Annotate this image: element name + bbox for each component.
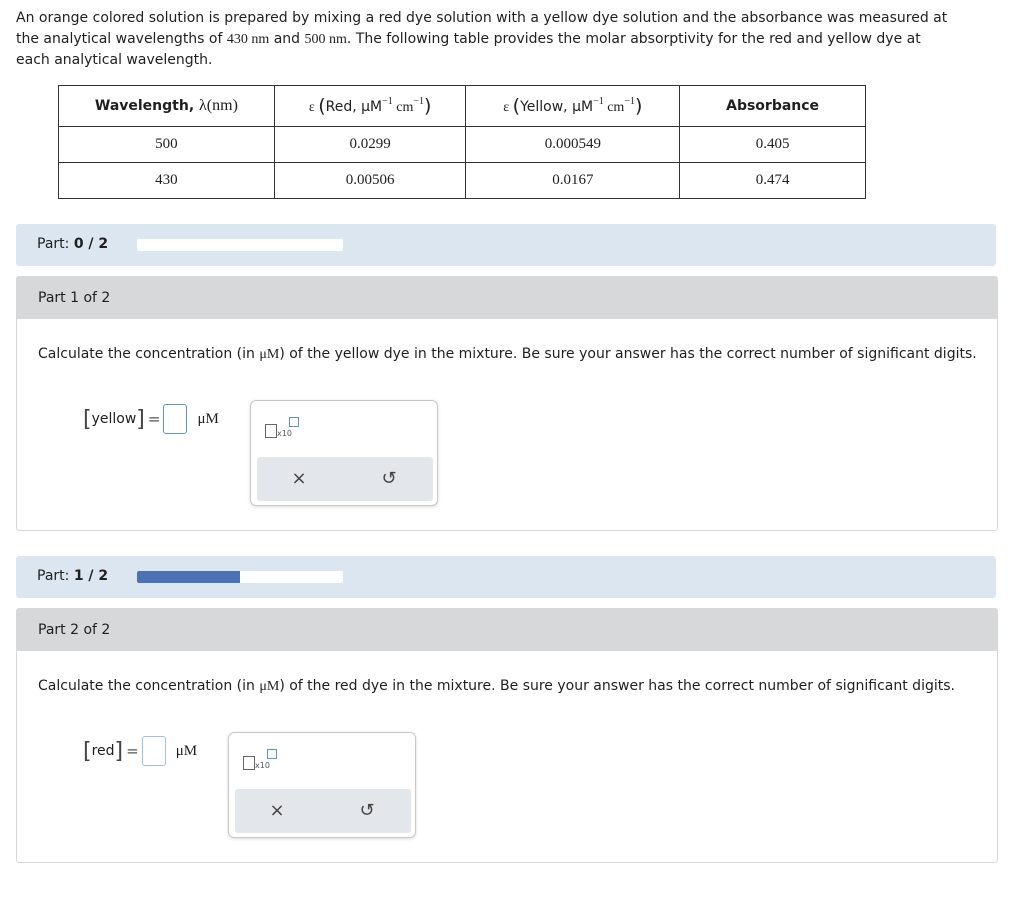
answer-row [83,736,197,766]
math-toolbox [228,732,416,838]
mantissa-box-icon [243,756,255,770]
cell-absorbance: 0.474 [680,163,866,199]
header-wavelength: Wavelength, λ(nm) [59,86,275,127]
intro-line-3: each analytical wavelength. [16,52,213,68]
right-bracket: ] [114,738,124,764]
exponent-box-icon [289,417,299,427]
cell-wavelength: 430 [59,163,275,199]
problem-statement [16,8,996,71]
header-eps-yellow: ε (Yellow, $\mu M^{-1}$ $cm^{-1}$) [466,86,680,127]
variable-label: yellow [91,411,137,427]
header-eps-red: ε (Red, $\mu M^{-1}$ $cm^{-1}$) [274,86,466,127]
x10-label: x10 [277,429,292,438]
tool-actions [257,457,433,501]
clear-icon[interactable]: × [291,468,307,489]
progress-track [137,571,343,583]
math-toolbox [250,400,438,506]
progress-track [137,239,343,251]
equals-sign: = [126,742,139,760]
part-title: Part 2 of 2 [38,622,111,638]
intro-line-2-c: . The following table provides the molar absorptivity for the red and yellow dye at [346,31,921,47]
tool-actions [235,789,411,833]
undo-icon[interactable]: ↺ [359,800,375,821]
scientific-notation-button[interactable] [243,747,283,773]
intro-line-1: An orange colored solution is prepared by mixing a red dye solution with a yellow dye solution and the absorbance was measured at [16,10,948,26]
wavelength-430: 430 nm [226,32,270,47]
part-progress-label: Part: 1 / 2 [37,568,109,584]
scientific-notation-button[interactable] [265,415,305,441]
question-text: Calculate the concentration (in μM) of the yellow dye in the mixture. Be sure your answer has the correct number of significant digits. [38,346,977,362]
part-progress-bar [16,556,996,598]
header-absorbance: Absorbance [680,86,866,127]
part-progress-bar [16,224,996,266]
question-text: Calculate the concentration (in μM) of the red dye in the mixture. Be sure your answer has the correct number of significant digits. [38,678,955,694]
cell-wavelength: 500 [59,127,275,163]
clear-icon[interactable]: × [269,800,285,821]
intro-line-2-a: the analytical wavelengths of [16,31,227,47]
mantissa-box-icon [265,424,277,438]
progress-fill [137,571,240,583]
part-2-panel [16,608,998,863]
cell-eps-red: 0.00506 [274,163,466,199]
table-row [59,163,866,199]
unit-label: μM [197,410,219,427]
equals-sign: = [147,410,161,428]
table-row [59,127,866,163]
intro-line-2-b: and [269,31,305,47]
part-header [17,609,997,651]
part-title: Part 1 of 2 [38,290,111,306]
answer-input[interactable] [163,404,187,434]
x10-label: x10 [255,761,270,770]
part-1-panel [16,276,998,531]
unit-label: μM [175,742,198,759]
table-header-row [59,86,866,127]
answer-row [83,404,219,434]
undo-icon[interactable]: ↺ [381,468,397,489]
exponent-box-icon [267,749,277,759]
cell-eps-yellow: 0.0167 [466,163,680,199]
cell-absorbance: 0.405 [680,127,866,163]
cell-eps-red: 0.0299 [274,127,466,163]
absorptivity-table [58,85,866,199]
answer-input[interactable] [142,736,166,766]
right-bracket: ] [136,406,145,432]
cell-eps-yellow: 0.000549 [466,127,680,163]
part-header [17,277,997,319]
variable-label: red [91,743,115,759]
left-bracket: [ [83,406,92,432]
left-bracket: [ [83,738,92,764]
part-progress-label: Part: 0 / 2 [37,236,109,252]
wavelength-500: 500 nm [304,32,347,47]
